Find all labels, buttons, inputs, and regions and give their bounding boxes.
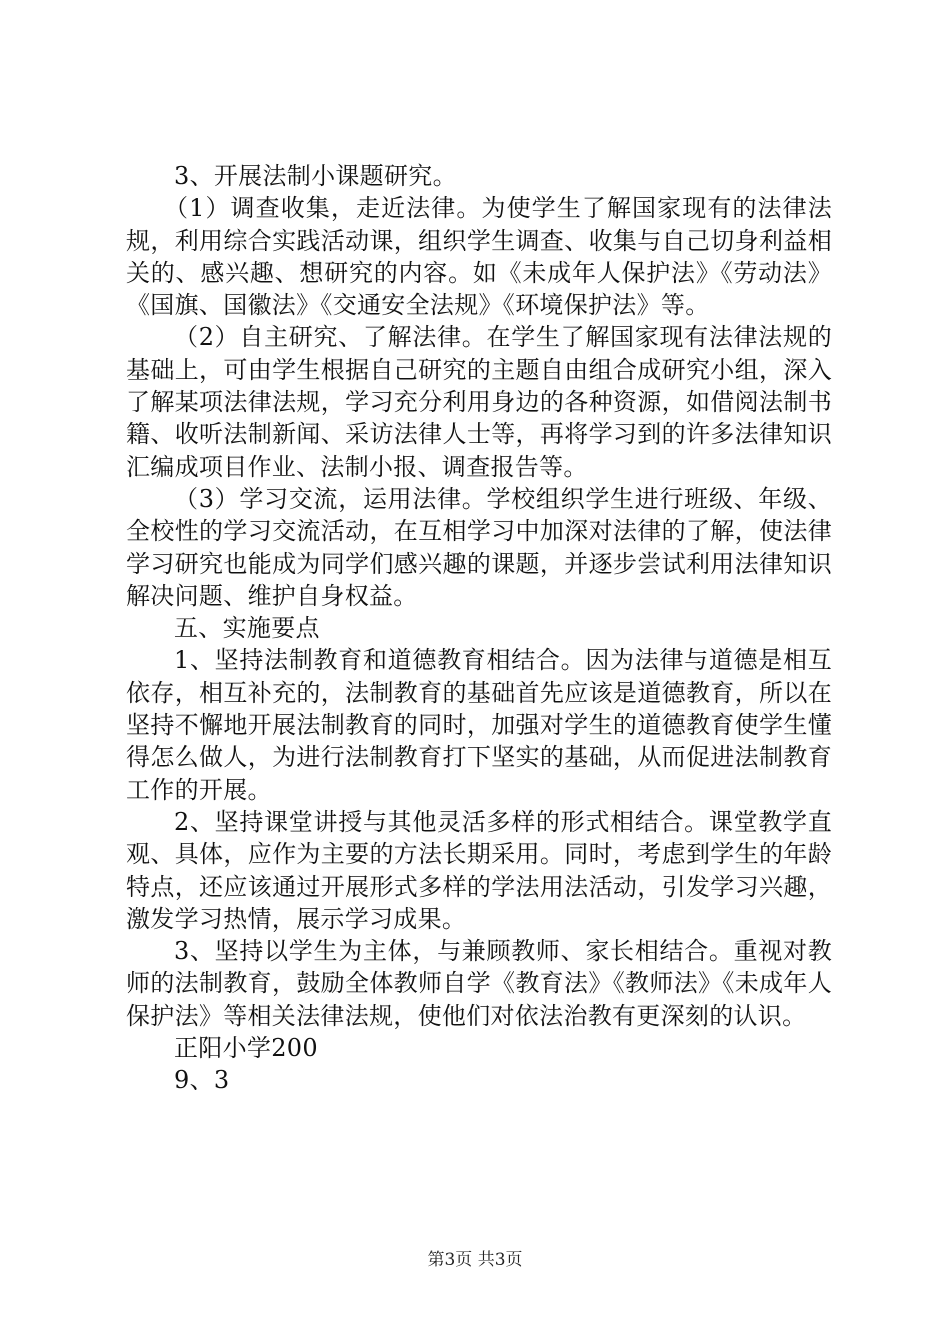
section-heading-research: 3、开展法制小课题研究。 (174, 162, 457, 190)
paragraph-exchange: （3）学习交流，运用法律。学校组织学生进行班级、年级、全校性的学习交流活动，在互相学习中加深对法律的了解，使法律学习研究也能成为同学们感兴趣的课题，并逐步尝试利用法律知识解决问题、维护自身权益。 (126, 484, 832, 610)
page-number-footer: 第3页 共3页 (427, 1250, 523, 1270)
paragraph-point-2: 2、坚持课堂讲授与其他灵活多样的形式相结合。课堂教学直观、具体，应作为主要的方法长期采用。同时，考虑到学生的年龄特点，还应该通过开展形式多样的学法用法活动，引发学习兴趣，激发学习热情，展示学习成果。 (126, 807, 832, 933)
section-heading-key-points: 五、实施要点 (174, 614, 320, 643)
paragraph-point-3: 3、坚持以学生为主体，与兼顾教师、家长相结合。重视对教师的法制教育，鼓励全体教师自学《教育法》《教师法》《未成年人保护法》等相关法律法规，使他们对依法治教有更深刻的认识。 (126, 937, 832, 1030)
paragraph-self-study: （2）自主研究、了解法律。在学生了解国家现有法律法规的基础上，可由学生根据自己研究的主题自由组合成研究小组，深入了解某项法律法规，学习充分利用身边的各种资源，如借阅法制书籍、收听法制新闻、采访法律人士等，再将学习到的许多法律知识汇编成项目作业、法制小报、调查报告等。 (126, 323, 832, 481)
paragraph-point-1: 1、坚持法制教育和道德教育相结合。因为法律与道德是相互依存，相互补充的，法制教育的基础首先应该是道德教育，所以在坚持不懈地开展法制教育的同时，加强对学生的道德教育使学生懂得怎么做人，为进行法制教育打下坚实的基础，从而促进法制教育工作的开展。 (126, 646, 832, 804)
signature-date: 9、3 (174, 1066, 230, 1095)
document-body (126, 160, 832, 1097)
paragraph-investigate: （1）调查收集，走近法律。为使学生了解国家现有的法律法规，利用综合实践活动课，组织学生调查、收集与自己切身利益相关的、感兴趣、想研究的内容。如《未成年人保护法》《劳动法》《国旗、国徽法》《交通安全法规》《环境保护法》等。 (126, 194, 832, 320)
signature-school: 正阳小学200 (174, 1034, 318, 1063)
